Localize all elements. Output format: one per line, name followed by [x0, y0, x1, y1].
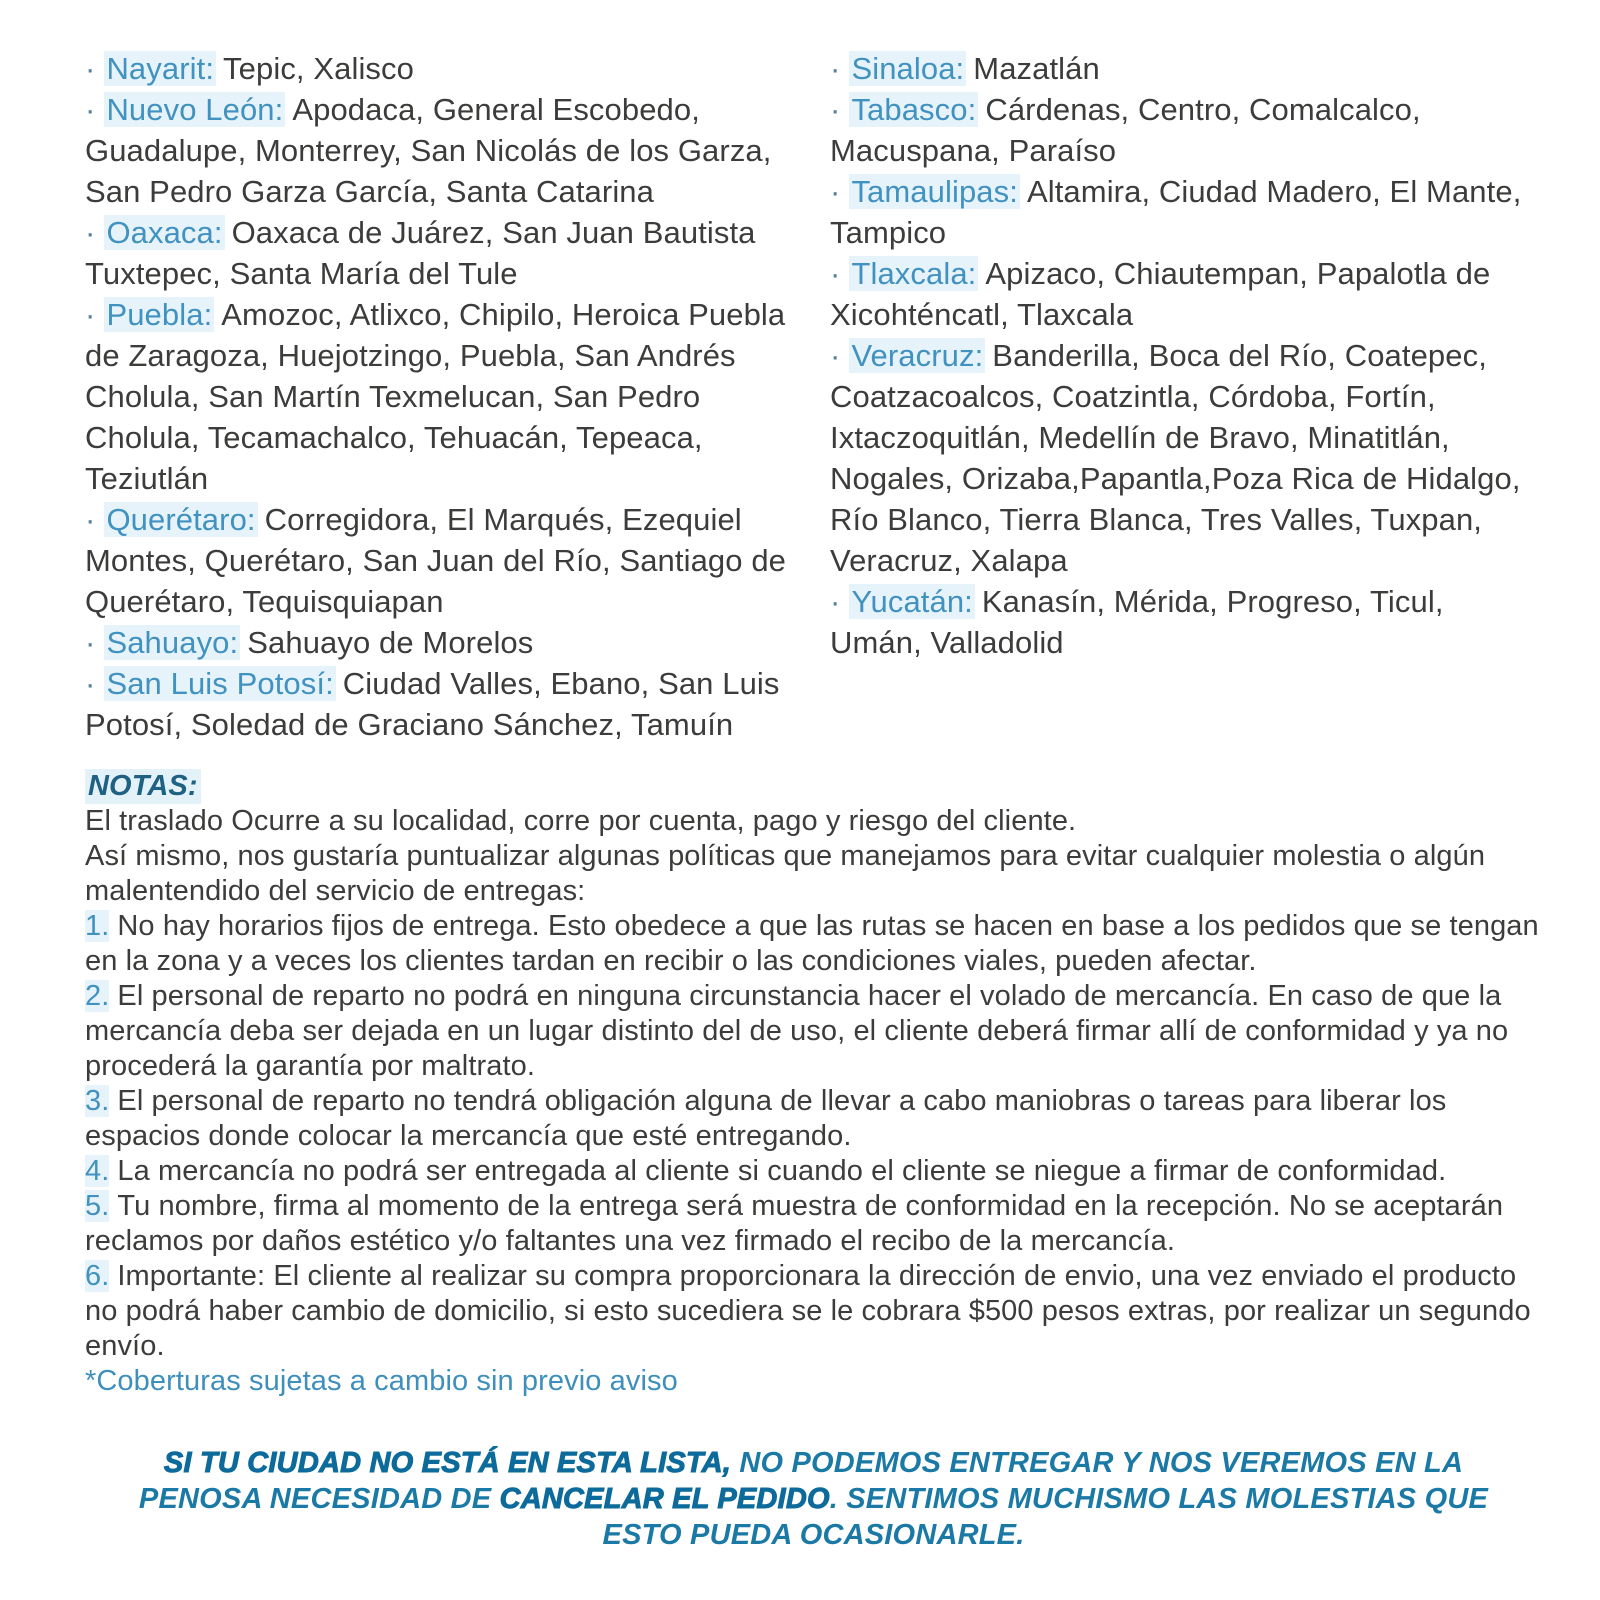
state-cities: Ciudad Valles, Ebano, San Luis Potosí, Soledad de Graciano Sánchez, Tamuín: [85, 666, 780, 742]
state-label: Oaxaca:: [106, 215, 223, 250]
state-label: Tamaulipas:: [851, 174, 1018, 209]
state-label: Veracruz:: [851, 338, 984, 373]
note-text: Tu nombre, firma al momento de la entrega será muestra de conformidad en la recepción. No se aceptarán reclamos por daños estético y/o faltantes una vez firmado el recibo de la mercancía.: [85, 1190, 1504, 1257]
coverage-column-right: [830, 48, 1542, 745]
state-cities: Tepic, Xalisco: [223, 51, 414, 86]
note-number: 2.: [85, 980, 110, 1012]
notes-heading: NOTAS:: [85, 769, 201, 804]
note-item-4: [85, 1154, 1542, 1189]
note-text: El personal de reparto no podrá en ninguna circunstancia hacer el volado de mercancía. En caso de que la mercancía deba ser dejada en un lugar distinto del de uso, el cliente deberá firmar allí de conformidad y ya no procederá la garantía por maltrato.: [85, 980, 1509, 1082]
state-cities: Mazatlán: [973, 51, 1100, 86]
state-cities: Oaxaca de Juárez, San Juan Bautista Tuxtepec, Santa María del Tule: [85, 215, 756, 291]
bullet-dot: ·: [85, 51, 96, 86]
note-item-5: [85, 1189, 1542, 1259]
state-cities: Banderilla, Boca del Río, Coatepec, Coatzacoalcos, Coatzintla, Córdoba, Fortín, Ixtaczoquitlán, Medellín de Bravo, Minatitlán, Nogales, Orizaba,Papantla,Poza Rica de Hidalgo, Río Blanco, Tierra Blanca, Tres Valles, Tuxpan, Veracruz, Xalapa: [830, 338, 1521, 578]
state-label: Querétaro:: [106, 502, 256, 537]
state-label: Nuevo León:: [106, 92, 284, 127]
coverage-columns: [85, 48, 1542, 745]
state-label: San Luis Potosí:: [106, 666, 334, 701]
state-cities: Apizaco, Chiautempan, Papalotla de Xicohténcatl, Tlaxcala: [830, 256, 1491, 332]
coverage-column-left: [85, 48, 790, 745]
bullet-dot: ·: [85, 215, 96, 250]
state-label: Puebla:: [106, 297, 213, 332]
note-number: 6.: [85, 1260, 110, 1292]
bullet-dot: ·: [85, 625, 96, 660]
footer-strong-segment: CANCELAR EL PEDIDO: [499, 1483, 830, 1515]
state-cities: Corregidora, El Marqués, Ezequiel Montes, Querétaro, San Juan del Río, Santiago de Querétaro, Tequisquiapan: [85, 502, 787, 619]
footer-segment: . SENTIMOS MUCHISMO LAS MOLESTIAS QUE ESTO PUEDA OCASIONARLE.: [602, 1483, 1489, 1551]
state-label: Sinaloa:: [851, 51, 965, 86]
state-cities: Apodaca, General Escobedo, Guadalupe, Monterrey, San Nicolás de los Garza, San Pedro Garza García, Santa Catarina: [85, 92, 772, 209]
note-text: Importante: El cliente al realizar su compra proporcionara la dirección de envio, una vez enviado el producto no podrá haber cambio de domicilio, si esto sucediera se le cobrara $500 pesos extras, por realizar un segundo envío.: [85, 1260, 1531, 1362]
state-entry-tlaxcala: [830, 253, 1542, 335]
state-entry-nayarit: [85, 48, 790, 89]
state-entry-sinaloa: [830, 48, 1542, 89]
bullet-dot: ·: [85, 297, 96, 332]
state-label: Yucatán:: [851, 584, 973, 619]
footer-segment: NO PODEMOS ENTREGAR Y NOS VEREMOS EN LA PENOSA NECESIDAD DE: [138, 1447, 1464, 1515]
note-text: No hay horarios fijos de entrega. Esto obedece a que las rutas se hacen en base a los pedidos que se tengan en la zona y a veces los clientes tardan en recibir o las condiciones viales, pueden afectar.: [85, 910, 1539, 977]
state-cities: Kanasín, Mérida, Progreso, Ticul, Umán, Valladolid: [830, 584, 1444, 660]
state-label: Tabasco:: [851, 92, 977, 127]
state-entry-puebla: [85, 294, 790, 499]
note-item-2: [85, 979, 1542, 1084]
note-number: 5.: [85, 1190, 110, 1222]
notes-section: [85, 769, 1542, 1399]
state-cities: Altamira, Ciudad Madero, El Mante, Tampico: [830, 174, 1522, 250]
footer-warning: [119, 1445, 1509, 1553]
state-label: Sahuayo:: [106, 625, 239, 660]
bullet-dot: ·: [85, 666, 96, 701]
state-entry-sahuayo: [85, 622, 790, 663]
state-label: Tlaxcala:: [851, 256, 977, 291]
state-cities: Amozoc, Atlixco, Chipilo, Heroica Puebla de Zaragoza, Huejotzingo, Puebla, San Andrés Cholula, San Martín Texmelucan, San Pedro Cholula, Tecamachalco, Tehuacán, Tepeaca, Teziutlán: [85, 297, 786, 496]
state-label: Nayarit:: [106, 51, 215, 86]
notes-intro-line: Así mismo, nos gustaría puntualizar algunas políticas que manejamos para evitar cualquier molestia o algún malentendido del servicio de entregas:: [85, 840, 1486, 907]
coverage-disclaimer: *Coberturas sujetas a cambio sin previo aviso: [85, 1365, 678, 1397]
bullet-dot: ·: [830, 584, 841, 619]
footer-strong-segment: SI TU CIUDAD NO ESTÁ EN ESTA LISTA,: [163, 1447, 740, 1479]
state-cities: Cárdenas, Centro, Comalcalco, Macuspana, Paraíso: [830, 92, 1421, 168]
state-entry-nuevo-leon: [85, 89, 790, 212]
state-entry-san-luis-potosi: [85, 663, 790, 745]
note-text: La mercancía no podrá ser entregada al cliente si cuando el cliente se niegue a firmar de conformidad.: [117, 1155, 1447, 1187]
state-entry-tamaulipas: [830, 171, 1542, 253]
bullet-dot: ·: [830, 51, 841, 86]
note-number: 3.: [85, 1085, 110, 1117]
state-entry-yucatan: [830, 581, 1542, 663]
bullet-dot: ·: [85, 92, 96, 127]
state-entry-veracruz: [830, 335, 1542, 581]
note-number: 4.: [85, 1155, 110, 1187]
bullet-dot: ·: [85, 502, 96, 537]
note-item-1: [85, 909, 1542, 979]
bullet-dot: ·: [830, 92, 841, 127]
bullet-dot: ·: [830, 256, 841, 291]
bullet-dot: ·: [830, 338, 841, 373]
note-item-6: [85, 1259, 1542, 1364]
note-item-3: [85, 1084, 1542, 1154]
note-number: 1.: [85, 910, 110, 942]
state-entry-queretaro: [85, 499, 790, 622]
state-cities: Sahuayo de Morelos: [247, 625, 534, 660]
state-entry-oaxaca: [85, 212, 790, 294]
state-entry-tabasco: [830, 89, 1542, 171]
bullet-dot: ·: [830, 174, 841, 209]
note-text: El personal de reparto no tendrá obligación alguna de llevar a cabo maniobras o tareas para liberar los espacios donde colocar la mercancía que esté entregando.: [85, 1085, 1447, 1152]
notes-intro-line: El traslado Ocurre a su localidad, corre por cuenta, pago y riesgo del cliente.: [85, 805, 1077, 837]
